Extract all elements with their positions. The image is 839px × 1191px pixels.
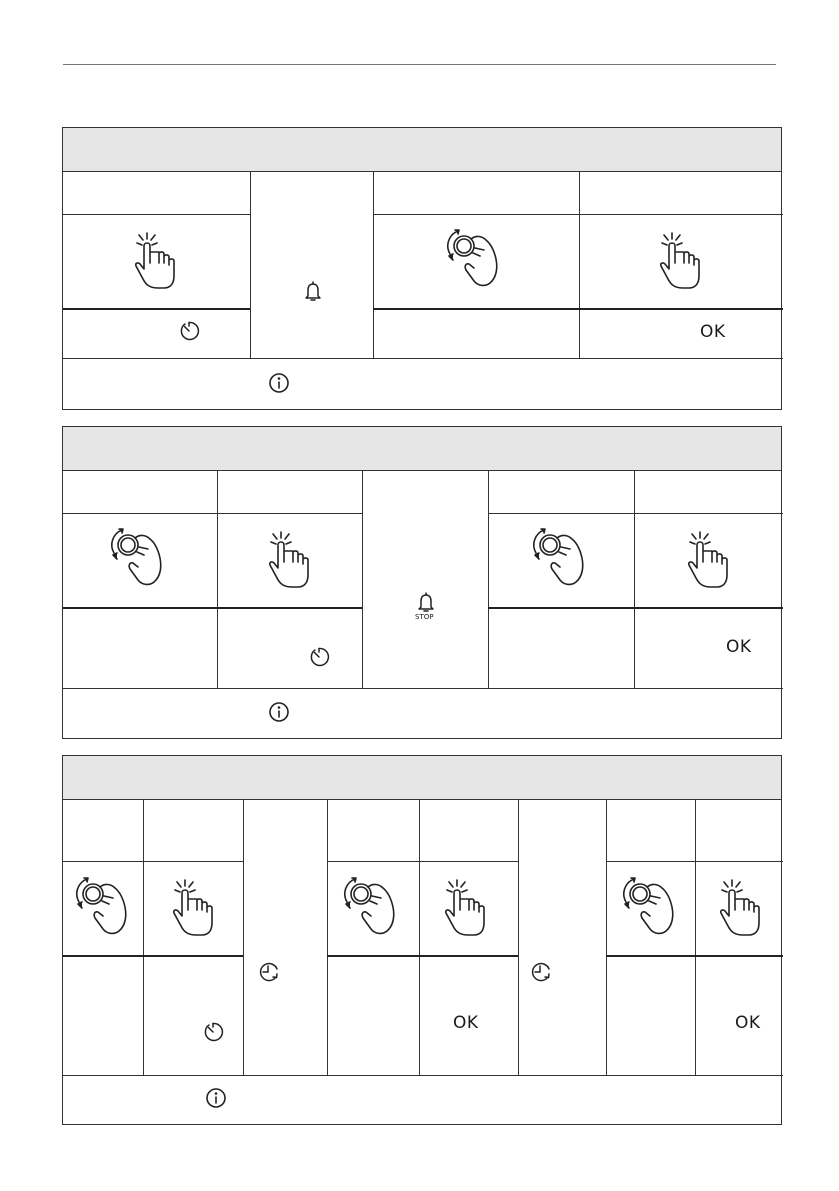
ok-label: OK bbox=[700, 322, 726, 342]
procedure-table-2 bbox=[62, 426, 782, 739]
info-icon bbox=[205, 1087, 227, 1109]
tap-hand-icon bbox=[133, 230, 179, 292]
header-rule bbox=[63, 64, 776, 65]
rotate-knob-icon bbox=[444, 226, 504, 290]
info-icon bbox=[268, 701, 290, 723]
tap-hand-icon bbox=[686, 529, 732, 591]
table-3-header bbox=[63, 756, 781, 800]
rotate-knob-icon bbox=[341, 874, 401, 938]
ok-label: OK bbox=[735, 1013, 761, 1033]
timer-icon bbox=[202, 1021, 224, 1043]
ok-label: OK bbox=[726, 637, 752, 657]
tap-hand-icon bbox=[267, 529, 313, 591]
tap-hand-icon bbox=[718, 877, 764, 939]
ok-label: OK bbox=[453, 1013, 479, 1033]
timer-icon bbox=[178, 320, 200, 342]
tap-hand-icon bbox=[443, 877, 489, 939]
table-2-header bbox=[63, 427, 781, 471]
rotate-knob-icon bbox=[530, 525, 590, 589]
procedure-table-1 bbox=[62, 127, 782, 410]
procedure-table-3 bbox=[62, 755, 782, 1125]
rotate-knob-icon bbox=[620, 874, 680, 938]
rotate-knob-icon bbox=[73, 874, 133, 938]
stop-label: STOP bbox=[415, 613, 434, 621]
clock-icon bbox=[530, 961, 552, 983]
tap-hand-icon bbox=[171, 877, 217, 939]
timer-icon bbox=[308, 646, 330, 668]
table-1-header bbox=[63, 128, 781, 172]
tap-hand-icon bbox=[658, 230, 704, 292]
clock-icon bbox=[258, 961, 280, 983]
rotate-knob-icon bbox=[108, 525, 168, 589]
info-icon bbox=[268, 372, 290, 394]
bell-icon bbox=[303, 281, 323, 303]
bell-stop-icon bbox=[416, 592, 436, 614]
